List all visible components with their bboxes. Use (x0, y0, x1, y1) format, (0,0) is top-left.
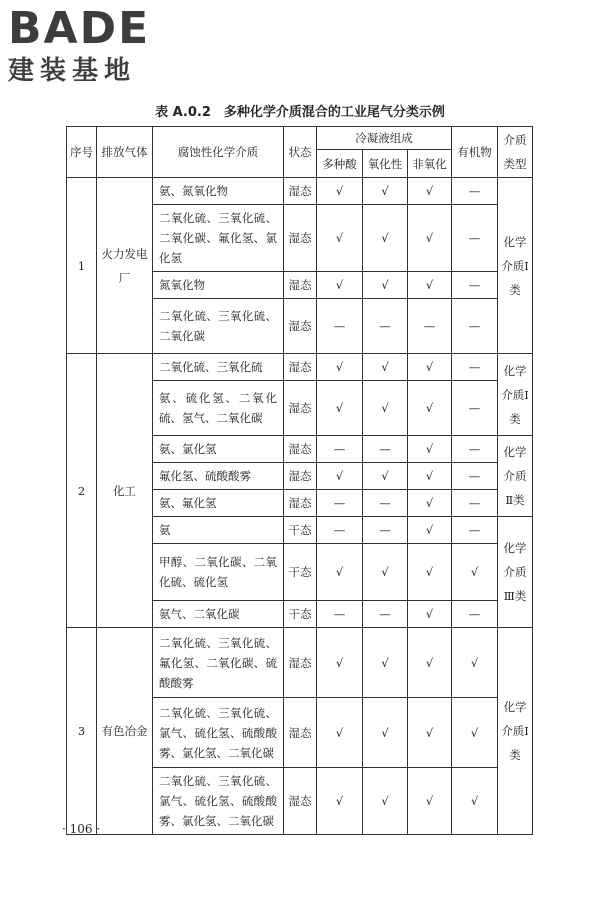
organic-cell: — (452, 205, 498, 272)
medium-cell: 二氧化硫、三氧化硫、二氧化碳 (153, 299, 284, 354)
multi-acid-cell: √ (317, 768, 363, 835)
oxidizing-cell: √ (363, 628, 408, 698)
oxidizing-cell: √ (363, 354, 408, 381)
oxidizing-cell: — (363, 490, 408, 517)
organic-cell: — (452, 601, 498, 628)
table-title: 表 A.0.2 多种化学介质混合的工业尾气分类示例 (155, 105, 445, 120)
medium-cell: 二氧化硫、三氧化硫、氟化氢、二氧化碳、硫酸酸雾 (153, 628, 284, 698)
table-row (67, 354, 533, 381)
multi-acid-cell: — (317, 517, 363, 544)
header-category: 介质类型 (498, 127, 533, 178)
non-oxidizing-cell: √ (408, 698, 452, 768)
multi-acid-cell: — (317, 601, 363, 628)
non-oxidizing-cell: √ (408, 272, 452, 299)
state-cell: 干态 (284, 517, 317, 544)
multi-acid-cell: √ (317, 628, 363, 698)
oxidizing-cell: √ (363, 178, 408, 205)
state-cell: 湿态 (284, 178, 317, 205)
category-cell: 化学介质Ⅰ类 (498, 178, 533, 354)
oxidizing-cell: √ (363, 205, 408, 272)
header-emitter: 排放气体 (97, 127, 153, 178)
oxidizing-cell: — (363, 436, 408, 463)
group-emitter: 火力发电厂 (97, 178, 153, 354)
brand-logo (8, 3, 151, 86)
state-cell: 湿态 (284, 205, 317, 272)
multi-acid-cell: √ (317, 544, 363, 601)
multi-acid-cell: √ (317, 698, 363, 768)
category-cell: 化学介质Ⅰ类 (498, 628, 533, 835)
state-cell: 湿态 (284, 436, 317, 463)
table-row (67, 178, 533, 205)
oxidizing-cell: √ (363, 381, 408, 436)
table-row (67, 628, 533, 698)
header-multi-acid: 多种酸 (317, 150, 363, 178)
oxidizing-cell: √ (363, 768, 408, 835)
group-seq: 3 (67, 628, 97, 835)
non-oxidizing-cell: √ (408, 768, 452, 835)
multi-acid-cell: — (317, 299, 363, 354)
multi-acid-cell: √ (317, 381, 363, 436)
header-condensate: 冷凝液组成 (317, 127, 452, 150)
oxidizing-cell: — (363, 517, 408, 544)
group-emitter: 有色冶金 (97, 628, 153, 835)
organic-cell: — (452, 490, 498, 517)
multi-acid-cell: √ (317, 272, 363, 299)
multi-acid-cell: √ (317, 463, 363, 490)
state-cell: 湿态 (284, 463, 317, 490)
category-cell: 化学介质Ⅲ类 (498, 517, 533, 628)
multi-acid-cell: √ (317, 205, 363, 272)
medium-cell: 氨、氯化氢 (153, 436, 284, 463)
header-medium: 腐蚀性化学介质 (153, 127, 284, 178)
organic-cell: √ (452, 768, 498, 835)
medium-cell: 甲醇、二氧化碳、二氧化硫、硫化氢 (153, 544, 284, 601)
state-cell: 干态 (284, 544, 317, 601)
state-cell: 湿态 (284, 490, 317, 517)
page-number: · 106 · (62, 822, 101, 836)
non-oxidizing-cell: — (408, 299, 452, 354)
non-oxidizing-cell: √ (408, 436, 452, 463)
header-state: 状态 (284, 127, 317, 178)
non-oxidizing-cell: √ (408, 381, 452, 436)
non-oxidizing-cell: √ (408, 544, 452, 601)
medium-cell: 二氧化硫、三氧化硫、氯气、硫化氢、硫酸酸雾、氯化氢、二氧化碳 (153, 768, 284, 835)
brand-subtitle: 建装基地 (8, 56, 137, 86)
medium-cell: 氨、硫化氢、二氧化硫、氢气、二氧化碳 (153, 381, 284, 436)
medium-cell: 氨、氟化氢 (153, 490, 284, 517)
category-cell: 化学介质Ⅰ类 (498, 354, 533, 436)
oxidizing-cell: √ (363, 698, 408, 768)
organic-cell: — (452, 463, 498, 490)
oxidizing-cell: — (363, 601, 408, 628)
organic-cell: — (452, 272, 498, 299)
medium-cell: 氨 (153, 517, 284, 544)
medium-cell: 氮氧化物 (153, 272, 284, 299)
oxidizing-cell: √ (363, 272, 408, 299)
state-cell: 湿态 (284, 628, 317, 698)
oxidizing-cell: √ (363, 544, 408, 601)
organic-cell: — (452, 354, 498, 381)
state-cell: 湿态 (284, 354, 317, 381)
state-cell: 湿态 (284, 381, 317, 436)
multi-acid-cell: — (317, 490, 363, 517)
medium-cell: 氟化氢、硫酸酸雾 (153, 463, 284, 490)
organic-cell: — (452, 178, 498, 205)
organic-cell: — (452, 299, 498, 354)
header-seq: 序号 (67, 127, 97, 178)
non-oxidizing-cell: √ (408, 463, 452, 490)
organic-cell: √ (452, 628, 498, 698)
header-organic: 有机物 (452, 127, 498, 178)
non-oxidizing-cell: √ (408, 178, 452, 205)
group-seq: 2 (67, 354, 97, 628)
non-oxidizing-cell: √ (408, 628, 452, 698)
non-oxidizing-cell: √ (408, 517, 452, 544)
organic-cell: — (452, 436, 498, 463)
non-oxidizing-cell: √ (408, 490, 452, 517)
multi-acid-cell: √ (317, 354, 363, 381)
state-cell: 湿态 (284, 698, 317, 768)
oxidizing-cell: — (363, 299, 408, 354)
medium-cell: 二氧化硫、三氧化硫 (153, 354, 284, 381)
non-oxidizing-cell: √ (408, 601, 452, 628)
group-seq: 1 (67, 178, 97, 354)
header-row (67, 127, 533, 150)
organic-cell: — (452, 381, 498, 436)
multi-acid-cell: √ (317, 178, 363, 205)
classification-table (66, 126, 533, 835)
medium-cell: 氨、氮氧化物 (153, 178, 284, 205)
medium-cell: 二氧化硫、三氧化硫、氯气、硫化氢、硫酸酸雾、氯化氢、二氧化碳 (153, 698, 284, 768)
brand-name: BADE (8, 3, 151, 54)
organic-cell: √ (452, 544, 498, 601)
state-cell: 湿态 (284, 299, 317, 354)
organic-cell: — (452, 517, 498, 544)
multi-acid-cell: — (317, 436, 363, 463)
organic-cell: √ (452, 698, 498, 768)
header-non-oxidizing: 非氧化 (408, 150, 452, 178)
non-oxidizing-cell: √ (408, 354, 452, 381)
medium-cell: 二氧化硫、三氧化硫、二氧化碳、氟化氢、氯化氢 (153, 205, 284, 272)
state-cell: 干态 (284, 601, 317, 628)
oxidizing-cell: √ (363, 463, 408, 490)
category-cell: 化学介质Ⅱ类 (498, 436, 533, 517)
state-cell: 湿态 (284, 768, 317, 835)
state-cell: 湿态 (284, 272, 317, 299)
header-oxidizing: 氧化性 (363, 150, 408, 178)
medium-cell: 氨气、二氧化碳 (153, 601, 284, 628)
non-oxidizing-cell: √ (408, 205, 452, 272)
group-emitter: 化工 (97, 354, 153, 628)
